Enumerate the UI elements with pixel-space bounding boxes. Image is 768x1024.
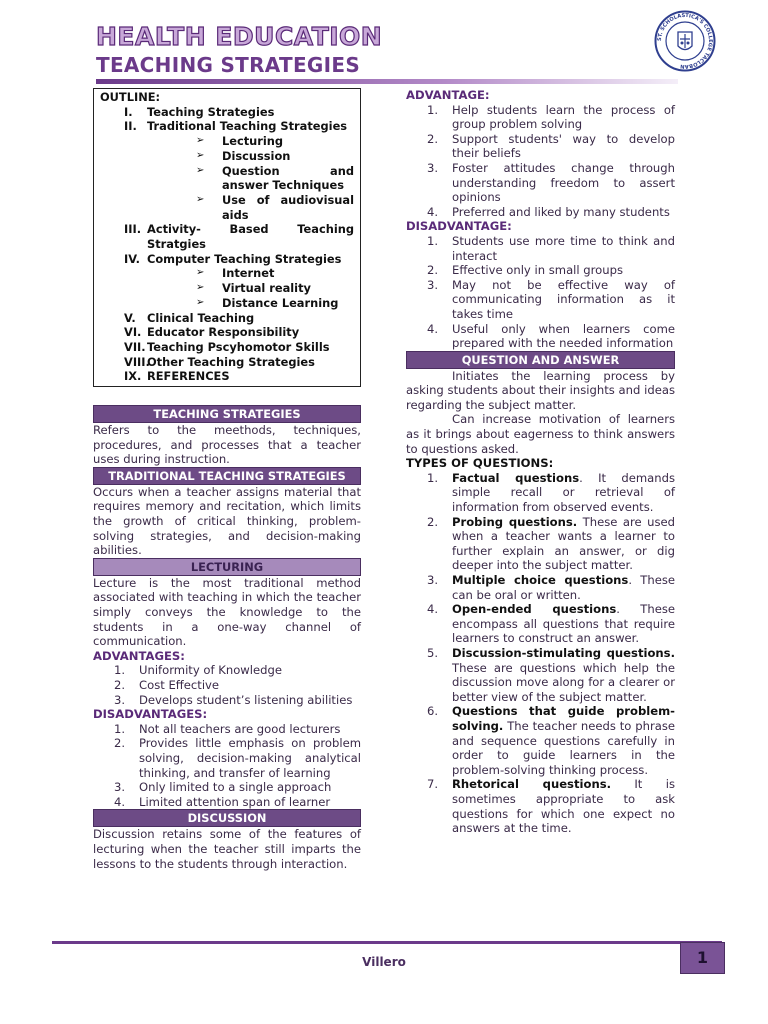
list-item-text: Useful only when learners come prepared with the needed information [452,321,675,351]
outline-subitem [100,149,354,164]
outline-text: Traditional Teaching Strategies [147,119,348,134]
outline-num: II. [124,119,137,134]
outline-num: VII. [124,339,146,354]
outline-title: OUTLINE: [100,90,161,104]
outline-num: IV. [124,251,140,266]
lecturing-advantages-list [93,663,361,707]
outline-subitem [100,266,354,281]
outline-subitem [100,296,354,311]
outline-text: Other Teaching Strategies [147,354,315,369]
outline-text: Clinical Teaching [147,310,255,325]
right-column [406,88,675,836]
list-item: 3. May not be effective way of communicating information as it takes time [426,277,675,321]
arrow-bullet-icon: ➢ [196,135,205,147]
list-item: 4. Open-ended questions. These encompass all questions that require learners to construct an answer. [426,602,676,646]
types-of-questions-label: TYPES OF QUESTIONS: [406,456,554,471]
teaching-strategies-text: Refers to the meethods, techniques, procedures, and processes that a teacher uses during instruction. [93,423,361,467]
list-item: 1. Uniformity of Knowledge [93,663,361,678]
list-item-text: Preferred and liked by many students [452,204,670,219]
list-item: 1. Students use more time to think and interact [426,233,675,263]
list-item: 2. Provides little emphasis on problem solving, decision-making analytical thinking, and transfer of learning [113,736,361,780]
section-heading-lecturing: LECTURING [93,558,361,576]
question-type-desc: These are used when a teacher wants a learner to further explain an answer, or dig deeper into the subject matter. [452,514,676,573]
title-underline [96,79,678,84]
arrow-bullet-icon: ➢ [196,296,205,308]
outline-item [100,369,354,384]
outline-item [100,252,354,267]
outline-subtext: Discussion [222,148,291,163]
outline-text: Teaching Pscyhomotor Skills [147,339,330,354]
list-item-text: Foster attitudes change through understanding freedom to assert opinions [452,160,675,205]
section-heading-teaching-strategies: TEACHING STRATEGIES [93,405,361,423]
list-item-text: Not all teachers are good lecturers [139,721,341,736]
question-type-term: Multiple choice questions [452,573,629,587]
list-item-text: Help students learn the process of group problem solving [452,102,675,132]
list-item: 6. Questions that guide problem-solving. The teacher needs to phrase and sequence questions carefully in order to guide learners in the problem-solving thinking process. [426,704,675,777]
qa-paragraph-1: Initiates the learning process by asking students about their insights and ideas regarding the subject matter. [406,368,675,412]
outline-num: VI. [124,325,142,340]
outline-subitem [100,164,354,193]
list-item-text: Support students' way to develop their beliefs [452,131,675,161]
list-item-text: Cost Effective [139,677,220,692]
qa-paragraph-2: Can increase motivation of learners as it brings about eagerness to think answers to questions asked. [406,412,675,456]
list-item: 7. Rhetorical questions. It is sometimes appropriate to ask questions for which one expect no answers at the time. [426,777,675,836]
question-type-term: Questions that guide problem-solving. [452,704,675,733]
question-type-desc: These are questions which help the discussion move along for a clearer or better view of the subject matter. [452,660,675,704]
outline-num: I. [124,104,133,119]
discussion-disadvantages-list [406,234,675,351]
list-item-text: Provides little emphasis on problem solving, decision-making analytical thinking, and transfer of learning [139,736,361,780]
question-type-desc: . These can be oral or written. [452,573,675,602]
outline-item [100,222,354,251]
list-item: 3. Develops student’s listening abilities [93,693,361,708]
footer-rule [52,941,722,944]
outline-subtext: Internet [222,266,275,281]
arrow-bullet-icon: ➢ [196,282,205,294]
question-type-desc: . It demands simple recall or retrieval of information from observed events. [452,470,675,515]
outline-text: REFERENCES [147,369,230,384]
list-item: 3. Foster attitudes change through understanding freedom to assert opinions [426,160,675,205]
arrow-bullet-icon: ➢ [196,193,205,205]
outline-num: III. [124,222,142,237]
lecturing-advantages-label: ADVANTAGES: [93,648,185,663]
question-type-desc: . These encompass all questions that require learners to construct an answer. [452,602,676,646]
section-heading-discussion: DISCUSSION [93,809,361,827]
list-item: 1. Not all teachers are good lecturers [93,722,361,737]
arrow-bullet-icon: ➢ [196,267,205,279]
outline-text: Activity- Based Teaching Stratgies [147,222,354,252]
list-item: 2. Effective only in small groups [406,263,675,278]
list-item-text: Students use more time to think and interact [452,233,675,263]
list-item: 5. Discussion-stimulating questions. These are questions which help the discussion move along for a clearer or better view of the subject matter. [426,645,675,704]
list-item: 4. Limited attention span of learner [93,795,361,810]
list-item: 2. Probing questions. These are used when a teacher wants a learner to further explain an answer, or dig deeper into the subject matter. [426,514,676,573]
discussion-advantages-list [406,103,675,220]
list-item-text: Effective only in small groups [452,263,624,278]
section-heading-traditional: TRADITIONAL TEACHING STRATEGIES [93,467,361,485]
list-item: 1. Help students learn the process of group problem solving [426,102,675,132]
list-item-text: Only limited to a single approach [139,780,332,795]
outline-item [100,311,354,326]
list-item-text: May not be effective way of communicating information as it takes time [452,277,675,321]
traditional-text: Occurs when a teacher assigns material that requires memory and recitation, which limits the growth of critical thinking, problem-solving strategies, and decision-making abilities. [93,484,361,558]
outline-item [100,325,354,340]
seal-text: ST. SCHOLASTICA'S COLLEGE TACLOBAN [656,12,714,70]
page-title: HEALTH EDUCATION [96,22,383,51]
left-column [93,88,361,871]
list-item: 4. Preferred and liked by many students [406,205,675,220]
outline-item [100,119,354,134]
outline-subitem [100,281,354,296]
list-item: 1. Factual questions. It demands simple recall or retrieval of information from observed events. [426,470,675,515]
lecturing-disadvantages-label: DISADVANTAGES: [93,707,208,722]
list-item: 3. Multiple choice questions. These can be oral or written. [426,573,675,602]
question-type-term: Probing questions. [452,514,578,529]
discussion-advantage-label: ADVANTAGE: [406,88,490,102]
outline-num: IX. [124,369,142,384]
outline-item [100,355,354,370]
question-type-term: Open-ended questions [452,602,617,617]
section-heading-question-answer: QUESTION AND ANSWER [406,351,675,369]
outline-num: V. [124,310,136,325]
discussion-disadvantage-label: DISADVANTAGE: [406,219,512,234]
list-item-text: Uniformity of Knowledge [139,663,282,678]
outline-box [93,88,361,387]
outline-num: VIII. [124,354,150,369]
outline-text: Teaching Strategies [147,104,275,119]
outline-subtext: Lecturing [222,134,284,149]
outline-subitem [100,193,354,222]
outline-item [100,105,354,120]
outline-subitem [100,134,354,149]
outline-subtext: Virtual reality [222,281,311,296]
arrow-bullet-icon: ➢ [196,164,205,176]
list-item: 2. Cost Effective [93,678,361,693]
outline-subtext: Question and answer Techniques [222,163,354,193]
question-type-term: Discussion-stimulating questions. [452,645,675,660]
question-type-desc: It is sometimes appropriate to ask questions for which one expect no answers at the time. [452,777,675,836]
outline-subtext: Distance Learning [222,295,339,310]
discussion-text: Discussion retains some of the features of lecturing when the teacher still imparts the lessons to the students through interaction. [93,827,361,871]
outline-text: Computer Teaching Strategies [147,251,342,266]
outline-text: Educator Responsibility [147,325,300,340]
list-item-text: Limited attention span of learner [139,794,331,809]
list-item-text: Develops student’s listening abilities [139,692,353,707]
question-types-list [406,471,675,836]
college-seal-logo [654,10,716,72]
question-type-term: Factual questions [452,470,580,485]
question-type-term: Rhetorical questions. [452,777,611,792]
footer-author: Villero [362,955,406,969]
list-item: 3. Only limited to a single approach [93,780,361,795]
list-item: 2. Support students' way to develop their beliefs [426,131,675,161]
lecturing-text: Lecture is the most traditional method associated with teaching in which the teacher simply conveys the knowledge to the students in a one-way channel of communication. [93,575,361,649]
page-number: 1 [680,942,725,974]
outline-subtext: Use of audiovisual aids [222,192,354,222]
outline-item [100,340,354,355]
list-item: 4. Useful only when learners come prepared with the needed information [426,321,675,351]
page-subtitle: TEACHING STRATEGIES [96,53,361,77]
lecturing-disadvantages-list [93,722,361,810]
question-type-desc: The teacher needs to phrase and sequence questions carefully in order to guide learners in the problem-solving thinking process. [452,718,675,777]
arrow-bullet-icon: ➢ [196,149,205,161]
